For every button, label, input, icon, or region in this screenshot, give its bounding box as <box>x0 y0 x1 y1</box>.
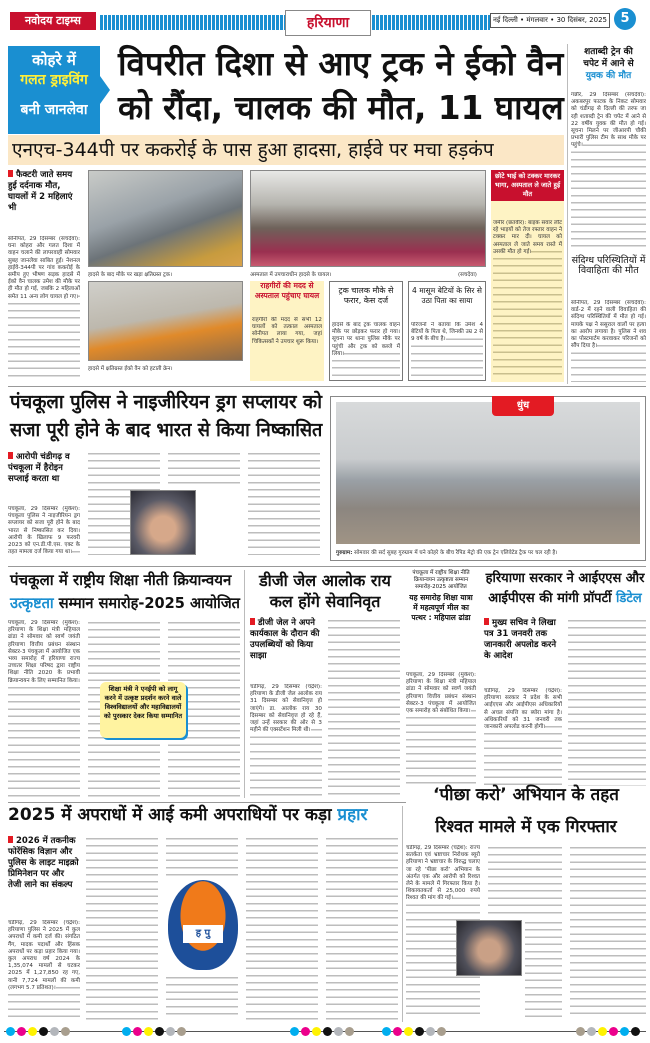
ias-headline-line1: हरियाणा सरकार ने आईएएस और <box>485 571 645 586</box>
truck-photo-caption: हादसे के बाद मौके पर खड़ा क्षतिग्रस्त ट्रक। <box>88 272 173 278</box>
edu-callout: शिक्षा मंत्री ने एनईपी को लागू करने में उत्कृष्ट प्रदर्शन करने वाले विश्वविद्यालयों और महाविद्यालयों को पुरस्कार देकर किया सम्मानित <box>100 682 186 738</box>
crime-body-col2 <box>86 836 158 1020</box>
hospital-photo <box>250 170 486 267</box>
bribe-body-col3 <box>570 845 646 1020</box>
edu-headline-rest: सम्मान समारोह-2025 आयोजित <box>58 594 240 612</box>
kicker-line: गलत ड्राइविंग <box>20 72 88 88</box>
red-box-title: छोटे भाई को टक्कर मारकर भागा, अस्पताल ले जाते हुई मौत <box>491 170 564 201</box>
column-rule <box>402 806 403 1022</box>
nep-box-intro: पंचकूला में राष्ट्रीय शिक्षा नीति क्रियान्वयन उत्कृष्टता सम्मान समारोह-2025 आयोजित <box>412 570 470 590</box>
edu-body-col1: पंचकूला, 29 दिसम्बर (मुकेश): हरियाणा के शिक्षा मंत्री महिपाल ढांडा ने सोमवार को स्वर्ण जयंती हरियाणा वित्तीय प्रबंधन संस्थान सेक्टर-3 पंचकूला में आयोजित एक भव्य समारोह में हरियाणा राज्य उच्चतर शिक्षा परिषद द्वारा राष्ट्रीय शिक्षा नीति 2020 के प्रभावी क्रियान्वयन के लिए सम्मानित किया। <box>8 620 80 798</box>
registration-marks <box>382 1027 446 1036</box>
kicker-line: बनी जानलेवा <box>20 102 88 118</box>
crime-headline-text: 2025 में अपराधों में आई कमी अपराधियों पर कड़ा <box>8 805 332 825</box>
lead-body: सोनीपत, 29 दिसम्बर (सचदेवा): घना कोहरा और गलत दिशा में वाहन चलाने की लापरवाही सोमवार सुबह जानलेवा साबित हुई। नेशनल हाईवे-344पी पर गांव ककरोई के समीप हुए भीषण सड़क हादसे में ईको वैन चालक उमेश की मौके पर ही मौत हो गई, जबकि 2 महिलाओं समेत 11 अन्य लोग घायल हो गए। <box>8 236 80 382</box>
edu-headline-line2 <box>10 595 240 612</box>
ias-headline-part: आईपीएस की मांगी प्रॉपर्टी <box>488 591 612 606</box>
vivahita-body: सोनीपत, 29 दिसम्बर (सचदेवा): वार्ड-2 में रहने वाली विवाहिता की संदिग्ध परिस्थितियों में मौत हो गई। मायके पक्ष ने ससुराल वालों पर हत्या का आरोप लगाया है। पुलिस ने शव का पोस्टमार्टम करवाकर परिजनों को सौंप दिया है। <box>571 300 646 382</box>
drug-body-col3 <box>168 451 240 487</box>
bribe-headline-line2: रिश्वत मामले में एक गिरफ्तार <box>435 817 617 837</box>
divider <box>8 566 646 567</box>
city: नई दिल्ली <box>493 16 518 24</box>
handcuffs-photo <box>130 490 196 555</box>
crane-photo-caption: हादसे में क्षतिग्रस्त ईको वैन को हटाती क्रेन। <box>88 366 173 372</box>
crime-body-col1: चंडीगढ़, 29 दिसम्बर (चंद्रेश): हरियाणा पुलिस ने 2025 में कुल अपराधों में कमी दर्ज की। संगठित गैंग, मादक पदार्थों और हिंसक अपराधों पर कड़ा प्रहार किया गया। कुल अपराध वर्ष 2024 के 1,35,074 मामलों से घटकर 2025 में 1,27,850 रह गए, यानी 7,724 मामलों की कमी (लगभग 5.7 प्रतिशत)। <box>8 920 80 1020</box>
fog-caption-label: गुरुग्राम: <box>336 550 353 556</box>
newspaper-logo: नवोदय टाइम्स <box>10 12 96 30</box>
registration-marks <box>6 1027 70 1036</box>
truck-photo <box>88 170 243 267</box>
ias-subhead: मुख्य सचिव ने लिखा पत्र 31 जनवरी तक जानकारी अपलोड करने के आदेश <box>484 618 562 662</box>
bribe-headline-line1: ‘पीछा करो’ अभियान के तहत <box>406 786 646 805</box>
box-body: परिजनों ने बताया कि उमेश 4 बेटियों के पिता थे, जिनकी उम्र 2 से 9 वर्ष के बीच है। <box>411 322 483 378</box>
shatabdi-title: शताब्दी ट्रेन की <box>584 47 633 57</box>
red-box-body: जमीर (छतवीर): बाइक सवार लौट रहे भाइयों को तेज रफ्तार वाहन ने टक्कर मार दी। घायल को अस्पताल ले जाते समय रास्ते में उसकी मौत हो गई। <box>493 220 562 380</box>
box-story <box>408 281 486 381</box>
vivahita-headline: संदिग्ध परिस्थितियों में विवाहिता की मौत <box>571 255 646 277</box>
bribe-body-col1: चंडीगढ़, 29 दिसम्बर (चंद्रेश): राज्य सतर्कता एवं भ्रष्टाचार निरोधक ब्यूरो हरियाणा ने भ्रष्टाचार के विरुद्ध चलाए जा रहे ‘पीछा करो’ अभियान के अंतर्गत एक और आरोपी को रिश्वत लेने के मामले में गिरफ्तार किया है। शिकायतकर्ता से 25,000 रुपये रिश्वत की मांग की गई। <box>406 845 480 1020</box>
box-title: ट्रक चालक मौके से फरार, केस दर्ज <box>338 286 394 305</box>
date: 30 दिसंबर, 2025 <box>556 16 607 24</box>
box-body: राहगीरों की मदद से सभी 12 घायलों को तत्काल अस्पताल सोनीपत लाया गया, जहां चिकित्सकों ने उपचार शुरू किया। <box>252 317 322 345</box>
lead-side-subhead: फैक्टरी जाते समय हुई दर्दनाक मौत, घायलों में 2 महिलाएं भी <box>8 170 80 214</box>
crime-body-col3 <box>166 836 238 876</box>
photo-credit: (सचदेवा) <box>458 272 477 278</box>
fog-metro-photo <box>336 402 640 544</box>
day: मंगलवार <box>526 16 548 24</box>
crime-highlight: प्रहार <box>337 805 368 825</box>
dg-headline-line2: कल होंगे सेवानिवृत <box>269 592 381 611</box>
crime-body-col3b <box>166 975 238 1020</box>
crime-body-col5 <box>326 836 398 1020</box>
divider <box>8 386 646 387</box>
fog-tag: धुंध <box>492 396 554 416</box>
section-tab: हरियाणा <box>285 10 371 36</box>
registration-marks <box>576 1027 640 1036</box>
police-logo-text: ह पु <box>183 925 223 943</box>
box-story <box>250 281 324 381</box>
lead-headline-line1: विपरीत दिशा से आए ट्रक ने ईको वैन <box>118 44 564 83</box>
dateline: नई दिल्ली • मंगलवार • 30 दिसंबर, 2025 <box>490 13 610 28</box>
kicker-line: कोहरे में <box>32 51 76 69</box>
box-title: 4 मासूम बेटियों के सिर से उठा पिता का साया <box>412 286 482 305</box>
drug-headline-line2: सजा पूरी होने के बाद भारत से किया निष्कासित <box>10 419 323 441</box>
drug-subhead: आरोपी चंडीगढ़ व पंचकूला में हैरोइन सप्लाई करता था <box>8 452 80 485</box>
registration-marks <box>290 1027 354 1036</box>
drug-body-col4 <box>248 451 320 555</box>
masthead <box>0 0 650 40</box>
drug-body-col1: पंचकूला, 29 दिसम्बर (मुकेश): पंचकूला पुलिस ने नाइजीरियन ड्रग सप्लायर को सजा पूरी होने के बाद भारत से निष्कासित कर दिया। आरोपी के खिलाफ 9 फरवरी 2023 को एन.डी.पी.एस. एक्ट के तहत मामला दर्ज किया गया था। <box>8 506 80 558</box>
box-body: हादसे के बाद ट्रक चालक वाहन मौके पर छोड़कर फरार हो गया। सूचना पर थाना पुलिस मौके पर पहुंची और ट्रक को कब्जे में लिया। <box>332 322 400 378</box>
page-number: 5 <box>614 8 636 30</box>
ias-body-col2 <box>568 618 646 798</box>
haryana-police-logo <box>168 880 238 970</box>
box-title: राहगीरों की मदद से अस्पताल पहुंचाए घायल <box>254 281 320 300</box>
hospital-photo-caption: अस्पताल में उपचाराधीन हादसे के घायल। <box>250 272 332 278</box>
shatabdi-body: गन्नौर, 29 दिसम्बर (सचदेवा): अकबरपुर फाटक के निकट सोमवार को चंडीगढ़ से दिल्ली की तरफ जा रही शताब्दी ट्रेन की चपेट में आने से 22 वर्षीय युवक की मौत हो गई। सूचना मिलने पर जीआरपी चौकी प्रभारी पुलिस टीम के साथ मौके पर पहुंचे। <box>571 92 646 252</box>
red-box-story <box>491 170 564 382</box>
drug-headline-line1: पंचकूला पुलिस ने नाइजीरियन ड्रग सप्लायर को <box>10 391 323 413</box>
bribe-body-col2b <box>525 920 562 1020</box>
column-rule <box>567 44 568 384</box>
crane-photo <box>88 281 243 361</box>
crime-body-col4 <box>246 836 318 1020</box>
ias-highlight: डिटेल <box>616 591 642 606</box>
dg-body-col2 <box>328 618 400 798</box>
fog-caption <box>336 548 640 556</box>
bribe-body-col2 <box>488 845 562 917</box>
edu-highlight: उत्कृष्टता <box>10 594 54 612</box>
shatabdi-story <box>571 46 646 82</box>
lead-kicker <box>8 46 100 134</box>
dg-headline-line1: डीजी जेल आलोक राय <box>259 571 391 590</box>
shatabdi-title: चपेट में आने से <box>583 59 634 69</box>
kicker-arrow <box>100 76 110 104</box>
lead-headline-line2: को रौंदा, चालक की मौत, 11 घायल <box>118 88 564 127</box>
nep-box <box>406 570 476 623</box>
arrest-handcuffs-photo <box>456 920 522 976</box>
nep-box-body: पंचकूला, 29 दिसम्बर (मुकेश): हरियाणा के शिक्षा मंत्री महिपाल ढांडा ने सोमवार को स्वर्ण जयंती हरियाणा वित्तीय प्रबंधन संस्थान सेक्टर-3 पंचकूला में आयोजित एक समारोह को संबोधित किया। <box>406 672 476 798</box>
shatabdi-title: युवक की मौत <box>585 71 632 81</box>
ias-body-col1: चंडीगढ़, 29 दिसम्बर (चंद्रेश): हरियाणा सरकार ने प्रदेश के सभी आईएएस और आईपीएस अधिकारियों से अचल संपत्ति का ब्योरा मांगा है। अधिकारियों को 31 जनवरी तक जानकारी अपलोड करनी होगी। <box>484 688 562 798</box>
edu-headline-line1: पंचकूला में राष्ट्रीय शिक्षा नीती क्रियान्वयन <box>10 571 232 589</box>
dg-subhead: डीजी जेल ने अपने कार्यकाल के दौरान की उपलब्धियों को किया साझा <box>250 618 322 662</box>
nep-box-title: यह समारोह शिक्षा यात्रा में महत्वपूर्ण मील का पत्थर : महिपाल ढांडा <box>409 593 473 622</box>
lead-subhead-text: एनएच-344पी पर ककरोई के पास हुआ हादसा, हाईवे पर मचा हड़कंप <box>12 139 494 161</box>
crime-headline <box>8 806 398 825</box>
crime-subhead: 2026 में तकनीक फोरेंसिक विज्ञान और पुलिस के लाइट माइक्रो प्रिमिनेशन पर और तेजी लाने का संकल्प <box>8 836 79 890</box>
registration-marks <box>122 1027 186 1036</box>
dg-body-col1: चंडीगढ़, 29 दिसम्बर (चंद्रेश): हरियाणा के डीजी जेल आलोक राय 31 दिसम्बर को सेवानिवृत्त हो जाएंगे। डा. आलोक राय 30 दिसम्बर को सेवानिवृत्त हो रहे हैं, जहां उन्हें सरकार की ओर से 3 महीने की एक्सटेंशन मिली थी। <box>250 684 322 798</box>
box-story <box>329 281 403 381</box>
column-rule <box>244 570 245 798</box>
ias-headline-line2 <box>484 592 646 606</box>
lead-subhead <box>8 135 564 165</box>
fog-caption-text: सोमवार की सर्द सुबह गुरुग्राम में घने कोहरे के बीच रैपिड मेट्रो की एक ट्रेन एलिवेटेड ट्रैक पर चल रही है। <box>354 550 558 556</box>
